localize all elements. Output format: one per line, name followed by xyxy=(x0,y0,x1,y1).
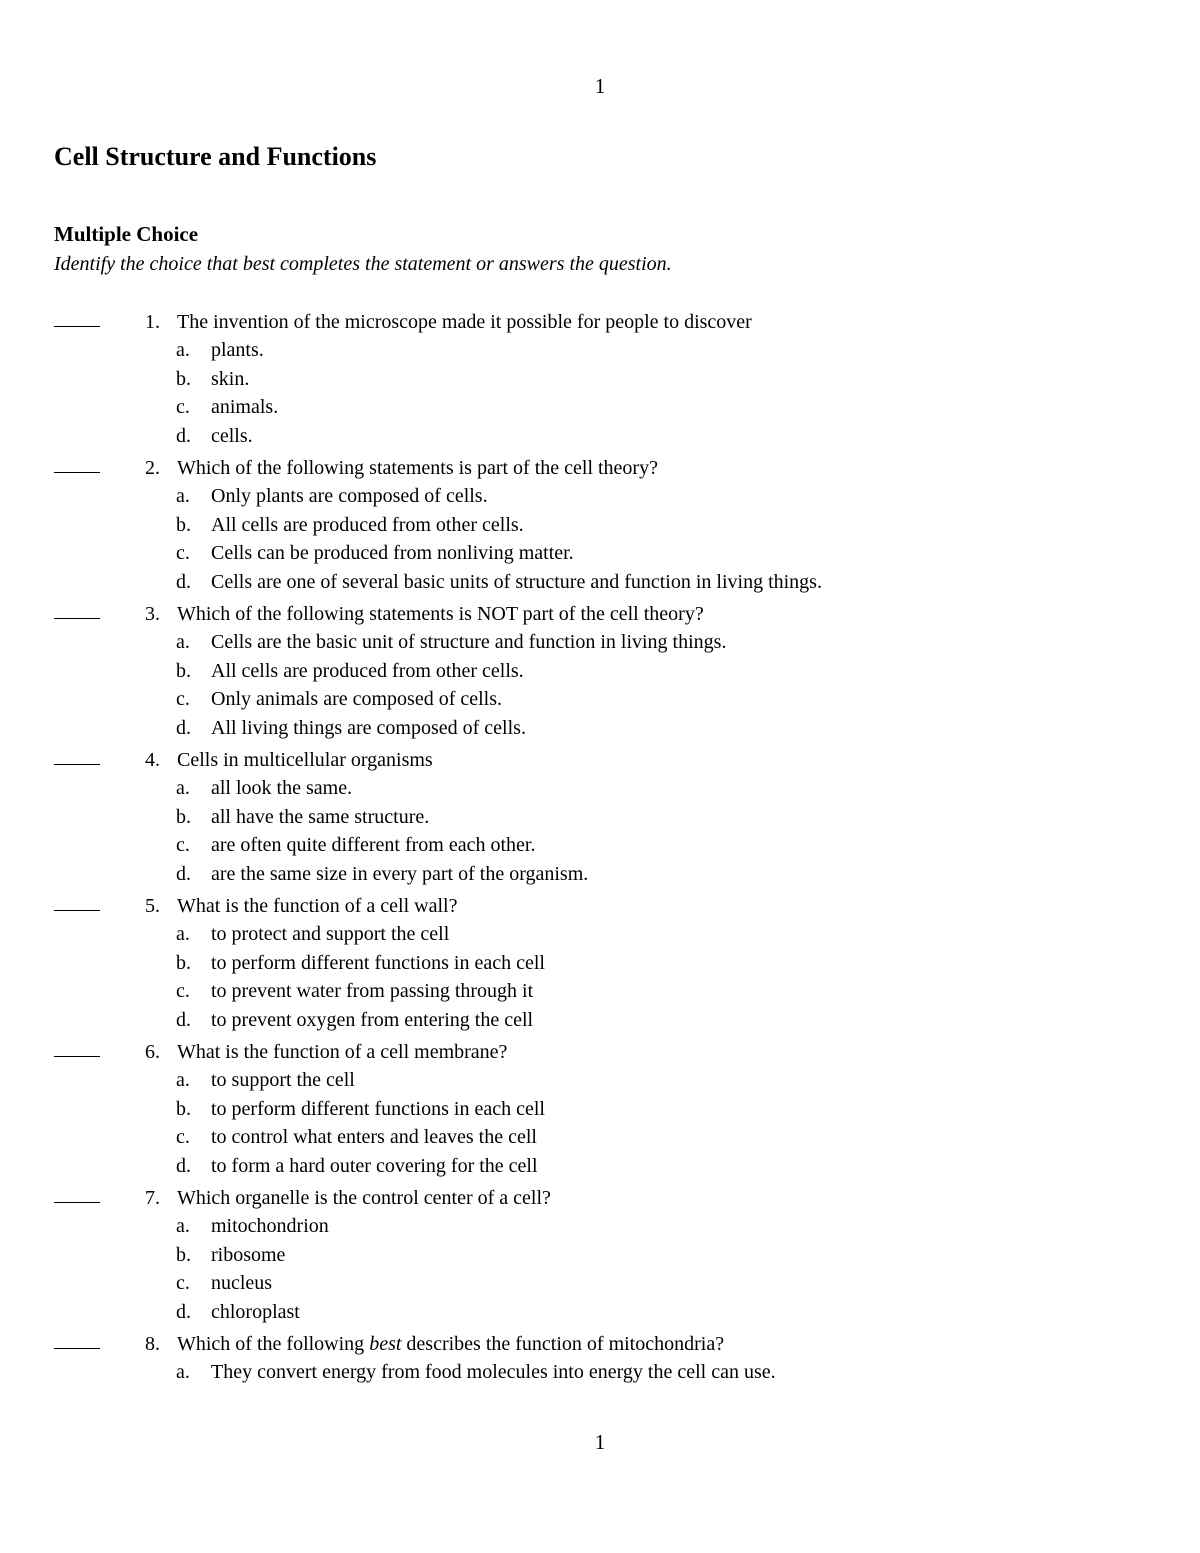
question-number: 4. xyxy=(145,749,160,771)
option-text: to perform different functions in each cell xyxy=(211,1097,545,1120)
option-letter: a. xyxy=(176,485,190,507)
question-number: 8. xyxy=(145,1333,160,1355)
answer-option xyxy=(0,831,1200,860)
answer-option xyxy=(0,568,1200,597)
answer-blank[interactable] xyxy=(54,1056,100,1057)
question-text: What is the function of a cell wall? xyxy=(177,895,458,917)
answer-blank[interactable] xyxy=(54,1202,100,1203)
option-letter: b. xyxy=(176,367,191,390)
option-letter: d. xyxy=(176,1008,191,1031)
answer-option xyxy=(0,511,1200,540)
option-text: All cells are produced from other cells. xyxy=(211,513,524,536)
question-number: 6. xyxy=(145,1041,160,1063)
question-list xyxy=(0,308,1200,1387)
question-8 xyxy=(0,1330,1200,1387)
option-letter: d. xyxy=(176,862,191,885)
question-text-start: Which of the following xyxy=(177,1333,370,1355)
answer-blank[interactable] xyxy=(54,472,100,473)
question-text: Which of the following statements is NOT part of the cell theory? xyxy=(177,603,704,625)
option-text: to form a hard outer covering for the cell xyxy=(211,1154,538,1177)
option-letter: c. xyxy=(176,688,190,710)
option-text: plants. xyxy=(211,339,264,361)
answer-option xyxy=(0,1241,1200,1270)
option-letter: a. xyxy=(176,1215,190,1237)
question-number: 1. xyxy=(145,311,160,333)
option-text: animals. xyxy=(211,396,279,418)
question-3 xyxy=(0,600,1200,742)
question-text: The invention of the microscope made it possible for people to discover xyxy=(177,311,752,333)
question-number: 7. xyxy=(145,1187,160,1209)
option-text: Only animals are composed of cells. xyxy=(211,688,503,710)
option-letter: b. xyxy=(176,513,191,536)
option-letter: c. xyxy=(176,1272,190,1294)
option-text: to prevent oxygen from entering the cell xyxy=(211,1008,534,1031)
answer-blank[interactable] xyxy=(54,764,100,765)
answer-option xyxy=(0,1298,1200,1327)
question-text-emphasis: best xyxy=(369,1333,402,1355)
option-letter: d. xyxy=(176,424,191,447)
option-letter: a. xyxy=(176,339,190,361)
answer-option xyxy=(0,1123,1200,1152)
answer-option xyxy=(0,920,1200,949)
option-text: Cells are the basic unit of structure and function in living things. xyxy=(211,631,727,653)
question-6 xyxy=(0,1038,1200,1180)
question-text: What is the function of a cell membrane? xyxy=(177,1041,508,1063)
section-title: Multiple Choice xyxy=(54,222,199,246)
option-letter: a. xyxy=(176,777,190,799)
answer-option xyxy=(0,1212,1200,1241)
option-letter: d. xyxy=(176,1154,191,1177)
page-number-top: 1 xyxy=(594,74,606,98)
answer-option xyxy=(0,685,1200,714)
answer-option xyxy=(0,365,1200,394)
option-text: to support the cell xyxy=(211,1069,355,1091)
answer-option xyxy=(0,1006,1200,1035)
option-text: All living things are composed of cells. xyxy=(211,716,526,739)
option-letter: c. xyxy=(176,834,190,856)
option-text: all have the same structure. xyxy=(211,805,430,828)
option-text: nucleus xyxy=(211,1272,273,1294)
answer-option xyxy=(0,1095,1200,1124)
option-letter: d. xyxy=(176,716,191,739)
option-text: cells. xyxy=(211,424,253,447)
option-text: all look the same. xyxy=(211,777,353,799)
section-instructions: Identify the choice that best completes the statement or answers the question. xyxy=(54,253,672,275)
answer-option xyxy=(0,393,1200,422)
question-text-end: describes the function of mitochondria? xyxy=(401,1333,725,1355)
answer-option xyxy=(0,1358,1200,1387)
answer-option xyxy=(0,1269,1200,1298)
option-letter: d. xyxy=(176,570,191,593)
option-text: are often quite different from each other. xyxy=(211,834,536,856)
answer-option xyxy=(0,1066,1200,1095)
question-1 xyxy=(0,308,1200,450)
answer-option xyxy=(0,1152,1200,1181)
option-text: ribosome xyxy=(211,1243,286,1266)
option-text: to control what enters and leaves the cell xyxy=(211,1126,537,1148)
question-text: Which of the following statements is part of the cell theory? xyxy=(177,457,658,479)
answer-blank[interactable] xyxy=(54,618,100,619)
answer-option xyxy=(0,714,1200,743)
document-title: Cell Structure and Functions xyxy=(54,142,377,171)
option-letter: b. xyxy=(176,659,191,682)
page-number-bottom: 1 xyxy=(594,1430,606,1454)
question-number: 2. xyxy=(145,457,160,479)
answer-option xyxy=(0,774,1200,803)
option-letter: a. xyxy=(176,1069,190,1091)
question-number: 3. xyxy=(145,603,160,625)
option-letter: a. xyxy=(176,923,190,945)
option-text: are the same size in every part of the organism. xyxy=(211,862,589,885)
answer-option xyxy=(0,628,1200,657)
question-text: Cells in multicellular organisms xyxy=(177,749,433,771)
option-letter: d. xyxy=(176,1300,191,1323)
option-text: They convert energy from food molecules into energy the cell can use. xyxy=(211,1361,776,1383)
option-text: skin. xyxy=(211,367,250,390)
answer-option xyxy=(0,657,1200,686)
answer-blank[interactable] xyxy=(54,1348,100,1349)
option-text: mitochondrion xyxy=(211,1215,329,1237)
question-text xyxy=(177,1330,724,1358)
option-letter: b. xyxy=(176,805,191,828)
option-letter: b. xyxy=(176,1097,191,1120)
option-text: Only plants are composed of cells. xyxy=(211,485,488,507)
question-2 xyxy=(0,454,1200,596)
answer-option xyxy=(0,539,1200,568)
question-text: Which organelle is the control center of a cell? xyxy=(177,1187,551,1209)
answer-option xyxy=(0,482,1200,511)
option-text: Cells are one of several basic units of structure and function in living things. xyxy=(211,570,822,593)
option-letter: c. xyxy=(176,1126,190,1148)
option-text: to protect and support the cell xyxy=(211,923,450,945)
answer-option xyxy=(0,336,1200,365)
option-letter: a. xyxy=(176,631,190,653)
option-letter: c. xyxy=(176,396,190,418)
option-text: to prevent water from passing through it xyxy=(211,980,534,1002)
option-text: chloroplast xyxy=(211,1300,300,1323)
question-4 xyxy=(0,746,1200,888)
option-text: All cells are produced from other cells. xyxy=(211,659,524,682)
question-number: 5. xyxy=(145,895,160,917)
option-letter: c. xyxy=(176,542,190,564)
answer-blank[interactable] xyxy=(54,910,100,911)
option-letter: b. xyxy=(176,1243,191,1266)
question-7 xyxy=(0,1184,1200,1326)
answer-option xyxy=(0,977,1200,1006)
option-letter: c. xyxy=(176,980,190,1002)
option-text: to perform different functions in each cell xyxy=(211,951,545,974)
answer-option xyxy=(0,860,1200,889)
answer-option xyxy=(0,949,1200,978)
option-text: Cells can be produced from nonliving matter. xyxy=(211,542,574,564)
option-letter: a. xyxy=(176,1361,190,1383)
answer-blank[interactable] xyxy=(54,326,100,327)
answer-option xyxy=(0,803,1200,832)
answer-option xyxy=(0,422,1200,451)
question-5 xyxy=(0,892,1200,1034)
option-letter: b. xyxy=(176,951,191,974)
